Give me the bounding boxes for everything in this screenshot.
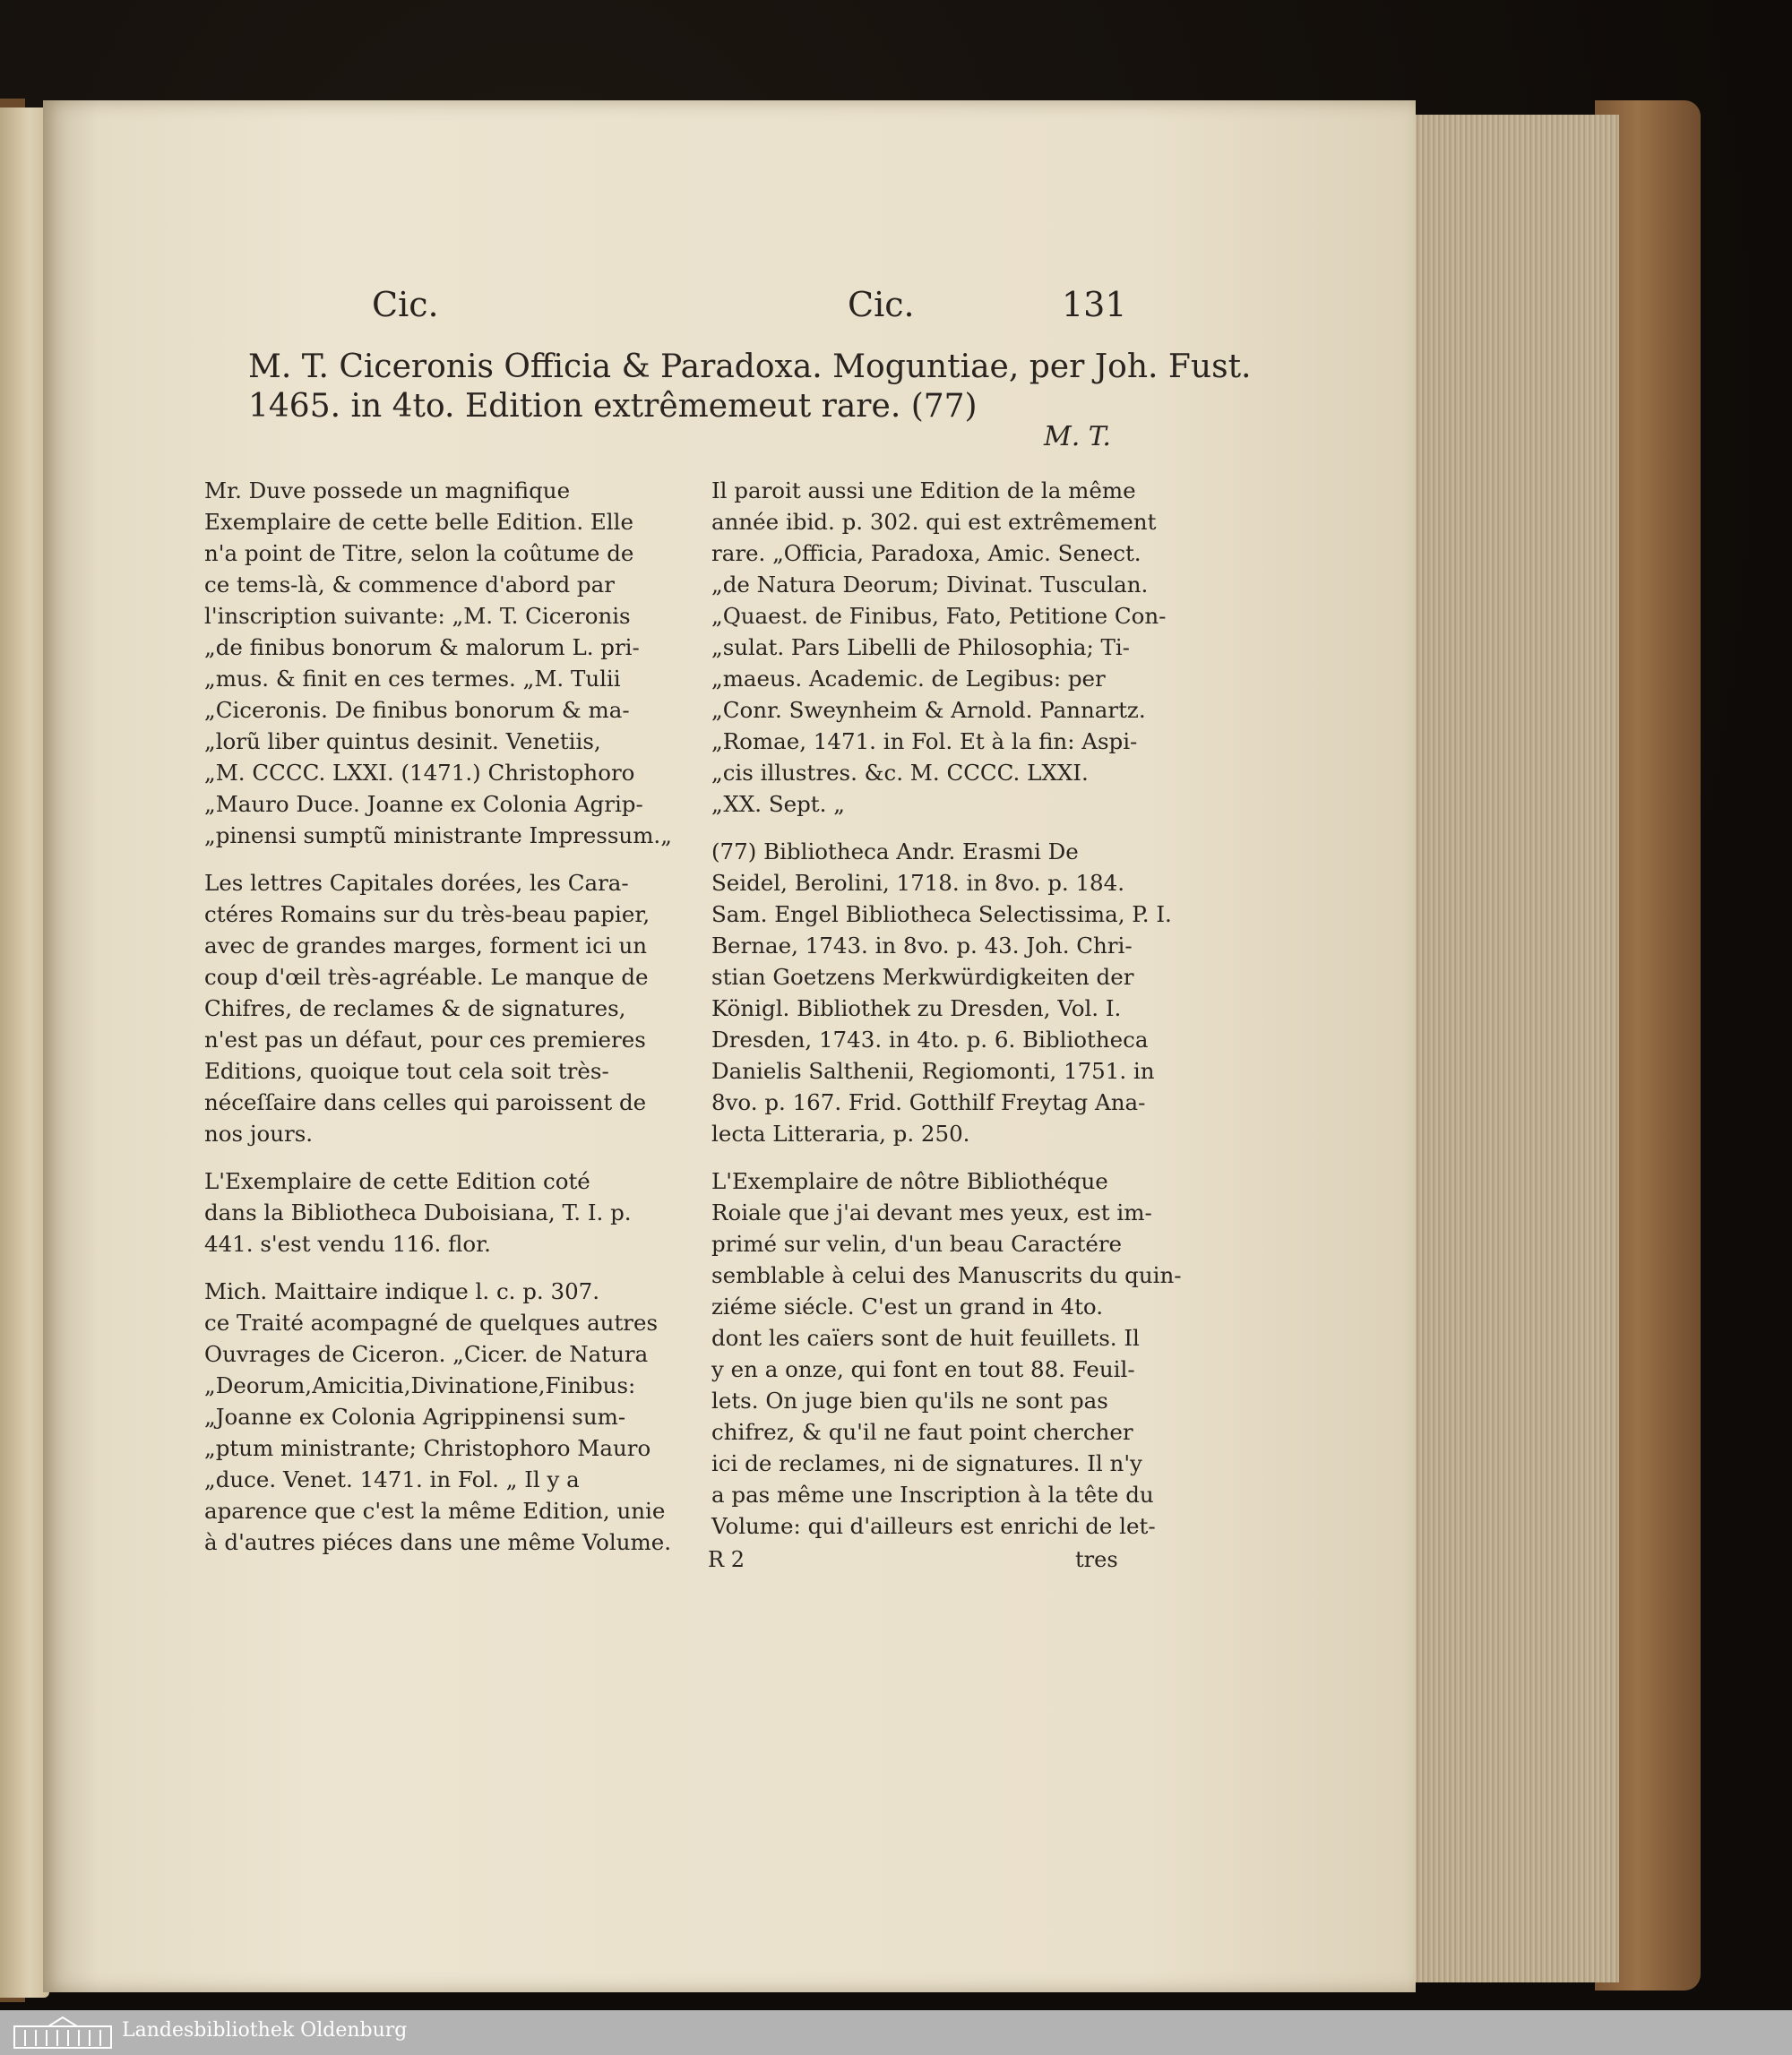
text-line: „duce. Venet. 1471. in Fol. „ Il y a [204,1466,580,1492]
text-line: Bernae, 1743. in 8vo. p. 43. Joh. Chri- [711,933,1133,959]
text-line: n'a point de Titre, selon la coûtume de [204,540,634,566]
text-line: néceſſaire dans celles qui paroissent de [204,1089,647,1115]
paragraph [686,836,1172,1149]
text-line: Volume: qui d'ailleurs est enrichi de let- [711,1513,1156,1539]
text-line: rare. „Officia, Paradoxa, Amic. Senect. [711,540,1142,566]
text-line: l'inscription suivante: „M. T. Ciceronis [204,603,631,629]
text-line: Mr. Duve possede un magnifique [204,477,571,503]
text-line: „pinensi sumptũ ministrante Impressum.„ [204,822,672,848]
text-line: 8vo. p. 167. Frid. Gotthilf Freytag Ana- [711,1089,1146,1115]
text-line: Danielis Salthenii, Regiomonti, 1751. in [711,1058,1155,1084]
catchword-bottom: tres [1075,1547,1118,1572]
text-line: lecta Litteraria, p. 250. [711,1121,970,1147]
text-line: semblable à celui des Manuscrits du quin- [711,1262,1182,1288]
running-head-center: Cic. [848,285,915,324]
paragraph [686,1165,1182,1542]
text-line: 441. s'est vendu 116. flor. [204,1231,491,1257]
title-line-2: 1465. in 4to. Edition extrêmemeut rare. (77) [248,388,978,425]
text-line: à d'autres piéces dans une même Volume. [204,1529,672,1555]
paragraph [179,475,672,851]
text-line: „sulat. Pars Libelli de Philosophia; Ti- [711,634,1130,660]
text-line: „de finibus bonorum & malorum L. pri- [204,634,640,660]
page-number: 131 [1062,285,1127,324]
text-line: „XX. Sept. „ [711,791,845,817]
text-line: „de Natura Deorum; Divinat. Tusculan. [711,572,1149,598]
text-line: ce tems-là, & commence d'abord par [204,572,615,598]
text-line: coup d'œil très-agréable. Le manque de [204,964,649,990]
institution-name: Landesbibliothek Oldenburg [122,2019,408,2042]
right-text-column [686,475,1182,1558]
text-line: Exemplaire de cette belle Edition. Elle [204,509,633,535]
text-line: Königl. Bibliothek zu Dresden, Vol. I. [711,995,1122,1021]
catchword-top: M. T. [1044,421,1111,452]
text-line: ziéme siécle. C'est un grand in 4to. [711,1294,1104,1320]
paragraph [179,867,650,1149]
text-line: „lorũ liber quintus desinit. Venetiis, [204,728,601,754]
text-line: Dresden, 1743. in 4to. p. 6. Bibliotheca [711,1027,1149,1053]
text-line: „Joanne ex Colonia Agrippinensi sum- [204,1404,626,1430]
paragraph [179,1165,639,1260]
text-line: dans la Bibliotheca Duboisiana, T. I. p. [204,1199,632,1225]
text-line: lets. On juge bien qu'ils ne sont pas [711,1388,1108,1414]
page-stack [1409,115,1619,1982]
text-line: Il paroit aussi une Edition de la même [711,477,1136,503]
text-line: „mus. & finit en ces termes. „M. Tulii [204,666,621,692]
text-line: „Romae, 1471. in Fol. Et à la fin: Aspi- [711,728,1138,754]
text-line: Seidel, Berolini, 1718. in 8vo. p. 184. [711,870,1125,896]
text-line: Editions, quoique tout cela soit très- [204,1058,609,1084]
text-line: stian Goetzens Merkwürdigkeiten der [711,964,1134,990]
text-line: avec de grandes marges, forment ici un [204,933,648,959]
text-line: ctéres Romains sur du très-beau papier, [204,901,650,927]
text-line: chifrez, & qu'il ne faut point chercher [711,1419,1133,1445]
text-line: primé sur velin, d'un beau Caractére [711,1231,1123,1257]
left-page-edge [0,107,49,1998]
text-line: „ptum ministrante; Christophoro Mauro [204,1435,651,1461]
running-head-left: Cic. [372,285,439,324]
paragraph [686,475,1167,820]
text-line: y en a onze, qui font en tout 88. Feuil- [711,1356,1135,1382]
text-line: année ibid. p. 302. qui est extrêmement [711,509,1157,535]
text-line: nos jours. [204,1121,314,1147]
text-line: Sam. Engel Bibliotheca Selectissima, P. I. [711,901,1172,927]
text-line: „maeus. Academic. de Legibus: per [711,666,1106,692]
left-text-column [179,475,672,1574]
text-line: n'est pas un défaut, pour ces premieres [204,1027,646,1053]
text-line: Chifres, de reclames & de signatures, [204,995,626,1021]
text-line: „Quaest. de Finibus, Fato, Petitione Con- [711,603,1167,629]
text-line: Mich. Maittaire indique l. c. p. 307. [204,1278,600,1304]
text-line: Ouvrages de Ciceron. „Cicer. de Natura [204,1341,649,1367]
text-line: L'Exemplaire de cette Edition coté [204,1168,590,1194]
text-line: „M. CCCC. LXXI. (1471.) Christophoro [204,760,635,786]
text-line: a pas même une Inscription à la tête du [711,1482,1154,1508]
text-line: ici de reclames, ni de signatures. Il n'y [711,1450,1142,1476]
library-building-icon [13,2016,113,2050]
signature-mark: R 2 [708,1547,745,1572]
text-line: aparence que c'est la même Edition, unie [204,1498,666,1524]
text-line: ce Traité acompagné de quelques autres [204,1310,659,1336]
text-line: „Mauro Duce. Joanne ex Colonia Agrip- [204,791,643,817]
text-line: (77) Bibliotheca Andr. Erasmi De [711,838,1079,864]
text-line: L'Exemplaire de nôtre Bibliothéque [711,1168,1108,1194]
text-line: Les lettres Capitales dorées, les Cara- [204,870,629,896]
text-line: „cis illustres. &c. M. CCCC. LXXI. [711,760,1089,786]
title-line-1: M. T. Ciceronis Officia & Paradoxa. Moguntiae, per Joh. Fust. [248,348,1252,385]
paragraph [179,1276,672,1558]
text-line: „Deorum,Amicitia,Divinatione,Finibus: [204,1372,636,1398]
text-line: Roiale que j'ai devant mes yeux, est im- [711,1199,1152,1225]
text-line: dont les caïers sont de huit feuillets. Il [711,1325,1140,1351]
text-line: „Ciceronis. De finibus bonorum & ma- [204,697,630,723]
text-line: „Conr. Sweynheim & Arnold. Pannartz. [711,697,1146,723]
